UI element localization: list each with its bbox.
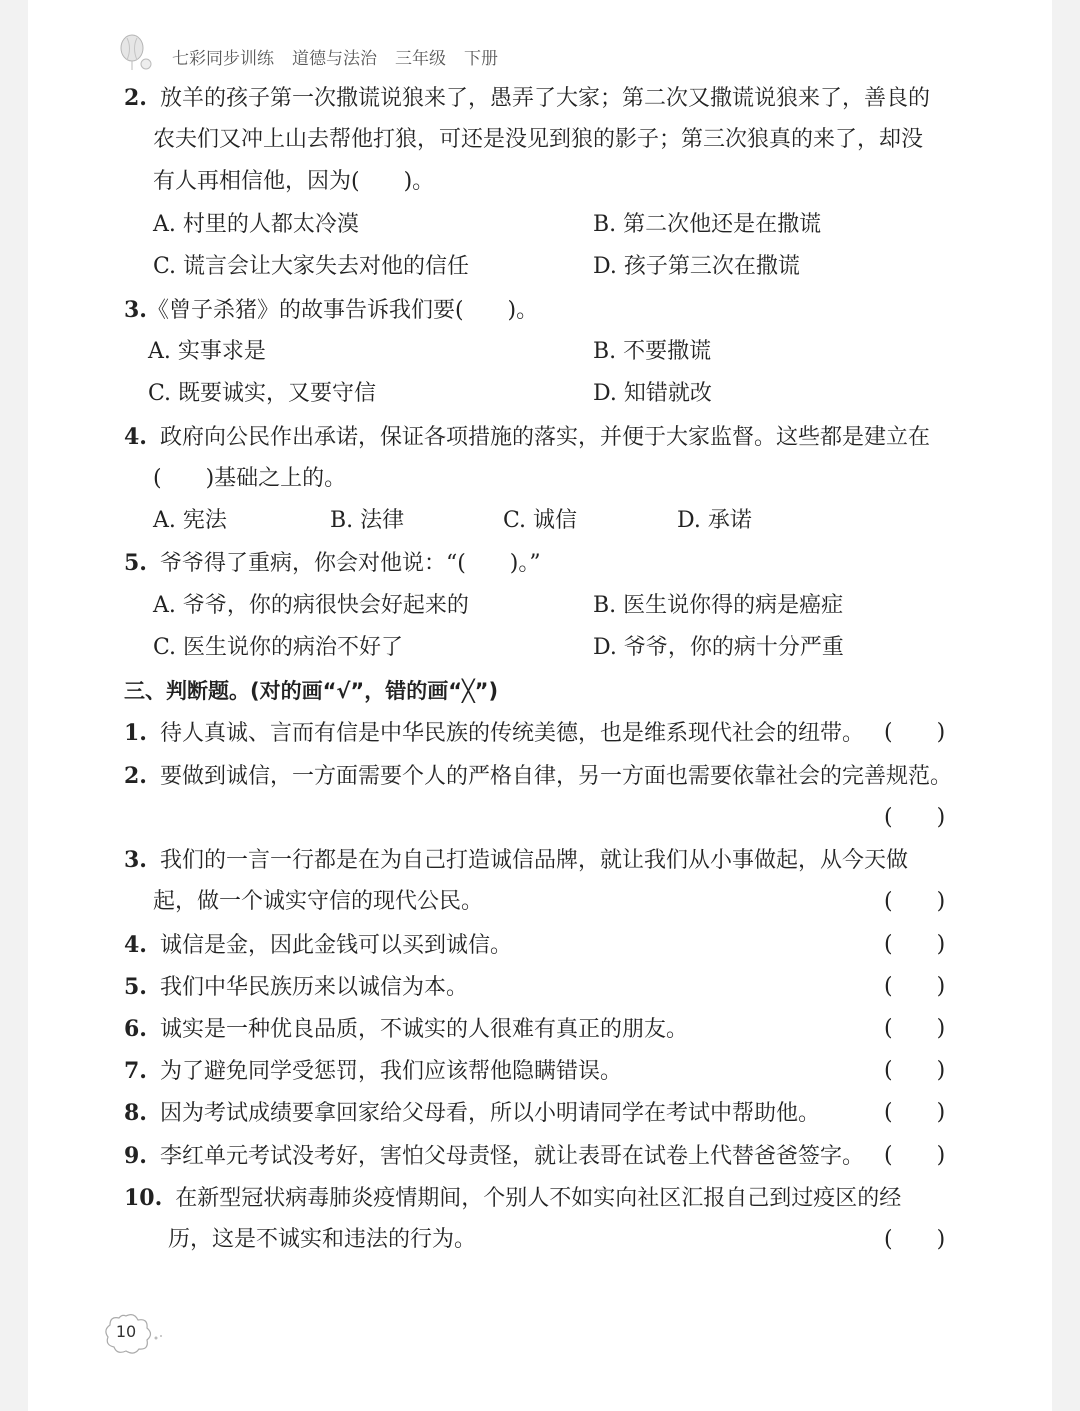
q2-option-a: A. 村里的人都太冷漠: [153, 212, 359, 237]
judge-1-answer-blank[interactable]: ( ): [884, 720, 946, 745]
judge-5-number: 5.: [124, 974, 147, 1000]
q4-option-d: D. 承诺: [677, 508, 752, 533]
q2-text-3: 有人再相信他，因为( )。: [153, 169, 435, 194]
judge-7: [124, 1056, 622, 1087]
judge-10-answer-blank[interactable]: ( ): [884, 1227, 946, 1252]
judge-7-answer-blank[interactable]: ( ): [884, 1058, 946, 1083]
judge-5: [124, 972, 468, 1003]
judge-5-answer-blank[interactable]: ( ): [884, 974, 946, 999]
q2-number: 2.: [124, 85, 147, 111]
judge-6: [124, 1014, 688, 1045]
q2-option-d: D. 孩子第三次在撒谎: [593, 254, 800, 279]
judge-1: [124, 718, 864, 749]
q3-text: 《曾子杀猪》的故事告诉我们要( )。: [146, 298, 539, 323]
header-grade: 三年级: [395, 49, 446, 69]
judge-10-number: 10.: [124, 1185, 163, 1211]
q3-option-a: A. 实事求是: [148, 339, 266, 364]
q3-option-c: C. 既要诚实，又要守信: [148, 381, 377, 406]
judge-5-text: 我们中华民族历来以诚信为本。: [159, 975, 468, 1000]
judge-8-answer-blank[interactable]: ( ): [884, 1100, 946, 1125]
q5-text: 爷爷得了重病，你会对他说：“( )。”: [159, 551, 541, 576]
q3-number: 3.: [124, 297, 147, 323]
judge-4-text: 诚信是金，因此金钱可以买到诚信。: [159, 933, 512, 958]
q4-option-b: B. 法律: [330, 508, 405, 533]
judge-3-answer-blank[interactable]: ( ): [884, 889, 946, 914]
q3-line: [124, 295, 538, 326]
judge-6-text: 诚实是一种优良品质，不诚实的人很难有真正的朋友。: [159, 1017, 688, 1042]
judge-6-number: 6.: [124, 1016, 147, 1042]
judge-7-number: 7.: [124, 1058, 147, 1084]
judge-1-number: 1.: [124, 720, 147, 746]
q2-option-b: B. 第二次他还是在撒谎: [593, 212, 822, 237]
judge-4-answer-blank[interactable]: ( ): [884, 932, 946, 957]
judge-8-number: 8.: [124, 1100, 147, 1126]
q4-option-a: A. 宪法: [153, 508, 227, 533]
judge-2-answer-blank[interactable]: ( ): [884, 805, 946, 830]
judge-10: [124, 1183, 901, 1214]
judge-9-answer-blank[interactable]: ( ): [884, 1143, 946, 1168]
judge-2-number: 2.: [124, 763, 147, 789]
judge-8: [124, 1098, 820, 1129]
q2-option-c: C. 谎言会让大家失去对他的信任: [153, 254, 470, 279]
q3-option-d: D. 知错就改: [593, 381, 712, 406]
judge-9-number: 9.: [124, 1143, 147, 1169]
q3-option-b: B. 不要撒谎: [593, 339, 712, 364]
q5-option-a: A. 爷爷，你的病很快会好起来的: [153, 593, 469, 618]
judge-1-text: 待人真诚、言而有信是中华民族的传统美德，也是维系现代社会的纽带。: [159, 721, 864, 746]
judge-10-text-2: 历，这是不诚实和违法的行为。: [168, 1227, 477, 1252]
judge-6-answer-blank[interactable]: ( ): [884, 1016, 946, 1041]
page-number-badge: [104, 1312, 152, 1356]
q5-number: 5.: [124, 550, 147, 576]
judge-8-text: 因为考试成绩要拿回家给父母看，所以小明请同学在考试中帮助他。: [159, 1101, 820, 1126]
judge-3-text-2: 起，做一个诚实守信的现代公民。: [153, 889, 484, 914]
judge-9: [124, 1141, 864, 1172]
q4-option-c: C. 诚信: [503, 508, 578, 533]
q4-text-2: ( )基础之上的。: [153, 466, 347, 491]
judge-3-text-1: 我们的一言一行都是在为自己打造诚信品牌，就让我们从小事做起，从今天做: [159, 848, 908, 873]
judge-3: [124, 845, 908, 876]
page-header: [172, 44, 498, 69]
judge-9-text: 李红单元考试没考好，害怕父母责怪，就让表哥在试卷上代替爸爸签字。: [159, 1144, 864, 1169]
q5-line: [124, 548, 541, 579]
q5-option-c: C. 医生说你的病治不好了: [153, 635, 404, 660]
judge-4: [124, 930, 512, 961]
q2-line-1: [124, 83, 930, 114]
balloon-logo-icon: [118, 34, 154, 74]
judge-2: [124, 761, 952, 792]
section3-title: 三、判断题。(对的画“√”，错的画“╳”): [124, 679, 499, 703]
q5-option-d: D. 爷爷，你的病十分严重: [593, 635, 844, 660]
page-number: 10: [115, 1322, 137, 1341]
judge-7-text: 为了避免同学受惩罚，我们应该帮他隐瞒错误。: [159, 1059, 622, 1084]
header-subject: 道德与法治: [292, 49, 377, 69]
q5-option-b: B. 医生说你得的病是癌症: [593, 593, 844, 618]
judge-4-number: 4.: [124, 932, 147, 958]
q2-text-2: 农夫们又冲上山去帮他打狼，可还是没见到狼的影子；第三次狼真的来了，却没: [153, 127, 924, 152]
header-term: 下册: [464, 49, 498, 69]
q4-number: 4.: [124, 424, 147, 450]
judge-10-text-1: 在新型冠状病毒肺炎疫情期间，个别人不如实向社区汇报自己到过疫区的经: [175, 1186, 902, 1211]
judge-3-number: 3.: [124, 847, 147, 873]
judge-2-text: 要做到诚信，一方面需要个人的严格自律，另一方面也需要依靠社会的完善规范。: [159, 764, 952, 789]
header-series: 七彩同步训练: [172, 49, 274, 69]
q2-text-1: 放羊的孩子第一次撒谎说狼来了，愚弄了大家；第二次又撒谎说狼来了，善良的: [159, 86, 930, 111]
q4-line-1: [124, 422, 930, 453]
q4-text-1: 政府向公民作出承诺，保证各项措施的落实，并便于大家监督。这些都是建立在: [159, 425, 930, 450]
